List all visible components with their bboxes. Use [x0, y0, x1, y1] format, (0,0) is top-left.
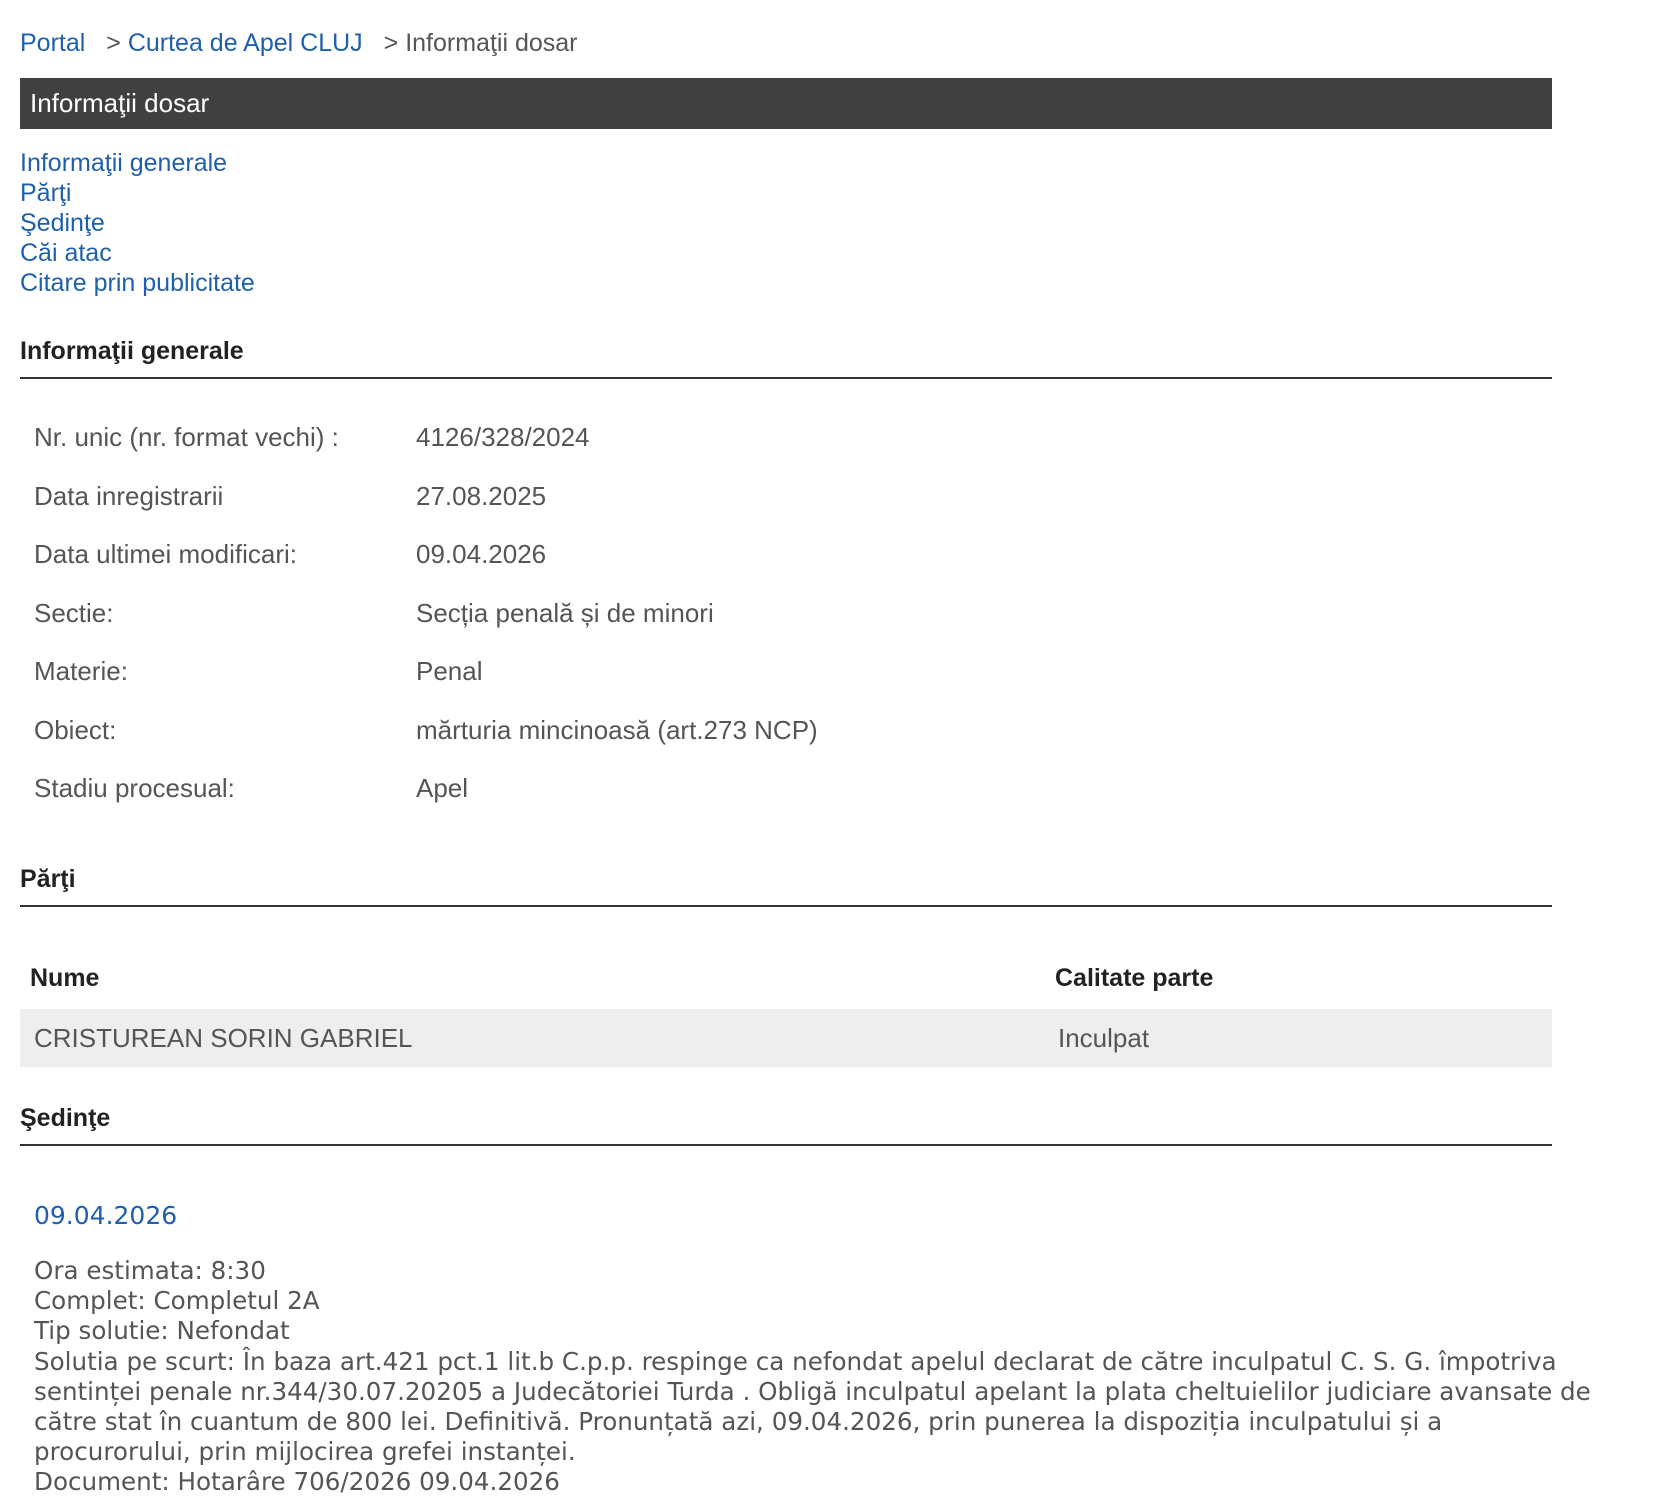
breadcrumb: [20, 26, 578, 60]
sedinta-details: [34, 1256, 1591, 1498]
info-label: Data inregistrarii: [34, 480, 224, 511]
nav-link-citare-publicitate[interactable]: Citare prin publicitate: [20, 269, 255, 297]
info-row: [34, 481, 818, 540]
column-header-nume: Nume: [30, 964, 100, 992]
info-value: Secția penală și de minori: [416, 597, 714, 628]
party-role: Inculpat: [1058, 1023, 1150, 1053]
info-label: Materie:: [34, 656, 128, 686]
sedinta-tip-solutie: Tip solutie: Nefondat: [34, 1316, 290, 1346]
info-label: Data ultimei modificari:: [34, 539, 297, 569]
sedinta-solutie-line: Solutia pe scurt: În baza art.421 pct.1 lit.b C.p.p. respinge ca nefondat apelul declarat de către inculpatul C. S. G. împotriva: [34, 1346, 1557, 1376]
info-row: [34, 539, 818, 598]
nav-link-informatii-generale[interactable]: Informaţii generale: [20, 149, 228, 177]
sedinta-document: Document: Hotarâre 706/2026 09.04.2026: [34, 1467, 560, 1497]
info-value: Penal: [416, 656, 483, 686]
info-row: [34, 656, 818, 715]
party-name: CRISTUREAN SORIN GABRIEL: [34, 1023, 413, 1053]
sedinta-solutie-line: către stat în cuantum de 800 lei. Definitivă. Pronunțată azi, 09.04.2026, prin punerea la dispoziția inculpatului și a: [34, 1407, 1443, 1437]
section-heading-general: Informaţii generale: [20, 337, 1552, 379]
page-title: Informaţii dosar: [20, 78, 1552, 129]
sedinta-date-link[interactable]: 09.04.2026: [34, 1201, 178, 1230]
section-heading-parti: Părţi: [20, 865, 1552, 907]
breadcrumb-current: Informaţii dosar: [405, 29, 578, 57]
sedinta-complet: Complet: Completul 2A: [34, 1286, 320, 1316]
info-value: 27.08.2025: [416, 480, 547, 511]
nav-link-sedinte[interactable]: Şedinţe: [20, 209, 105, 237]
info-label: Sectie:: [34, 597, 114, 628]
info-row: [34, 422, 818, 481]
column-header-calitate: Calitate parte: [1055, 964, 1214, 992]
section-nav: [20, 148, 255, 298]
info-value: 09.04.2026: [416, 539, 547, 569]
info-row: [34, 598, 818, 657]
info-label: Nr. unic (nr. format vechi) :: [34, 422, 339, 452]
table-row: [20, 1009, 1552, 1067]
parti-table-header: [20, 960, 1552, 1004]
sedinta-solutie-line: sentinței penale nr.344/30.07.20205 a Judecătoriei Turda . Obligă inculpatul apelant la plata cheltuielilor judiciare avansate de: [34, 1376, 1591, 1406]
info-value: 4126/328/2024: [416, 422, 590, 452]
sedinta-ora: Ora estimata: 8:30: [34, 1256, 266, 1285]
info-row: [34, 715, 818, 774]
sedinta-solutie-line: procurorului, prin mijlocirea grefei instanței.: [34, 1437, 576, 1467]
nav-link-cai-atac[interactable]: Căi atac: [20, 239, 112, 267]
section-heading-sedinte: Şedinţe: [20, 1104, 1552, 1146]
breadcrumb-portal-link[interactable]: Portal: [20, 29, 86, 57]
breadcrumb-separator: >: [383, 29, 399, 57]
breadcrumb-separator: >: [106, 29, 121, 57]
info-label: Obiect:: [34, 714, 117, 745]
info-value: mărturia mincinoasă (art.273 NCP): [416, 714, 818, 745]
info-row: [34, 773, 818, 832]
nav-link-parti[interactable]: Părţi: [20, 179, 72, 207]
info-label: Stadiu procesual:: [34, 773, 235, 803]
general-info-table: [34, 422, 818, 832]
info-value: Apel: [416, 773, 469, 803]
breadcrumb-court-link[interactable]: Curtea de Apel CLUJ: [127, 29, 363, 57]
